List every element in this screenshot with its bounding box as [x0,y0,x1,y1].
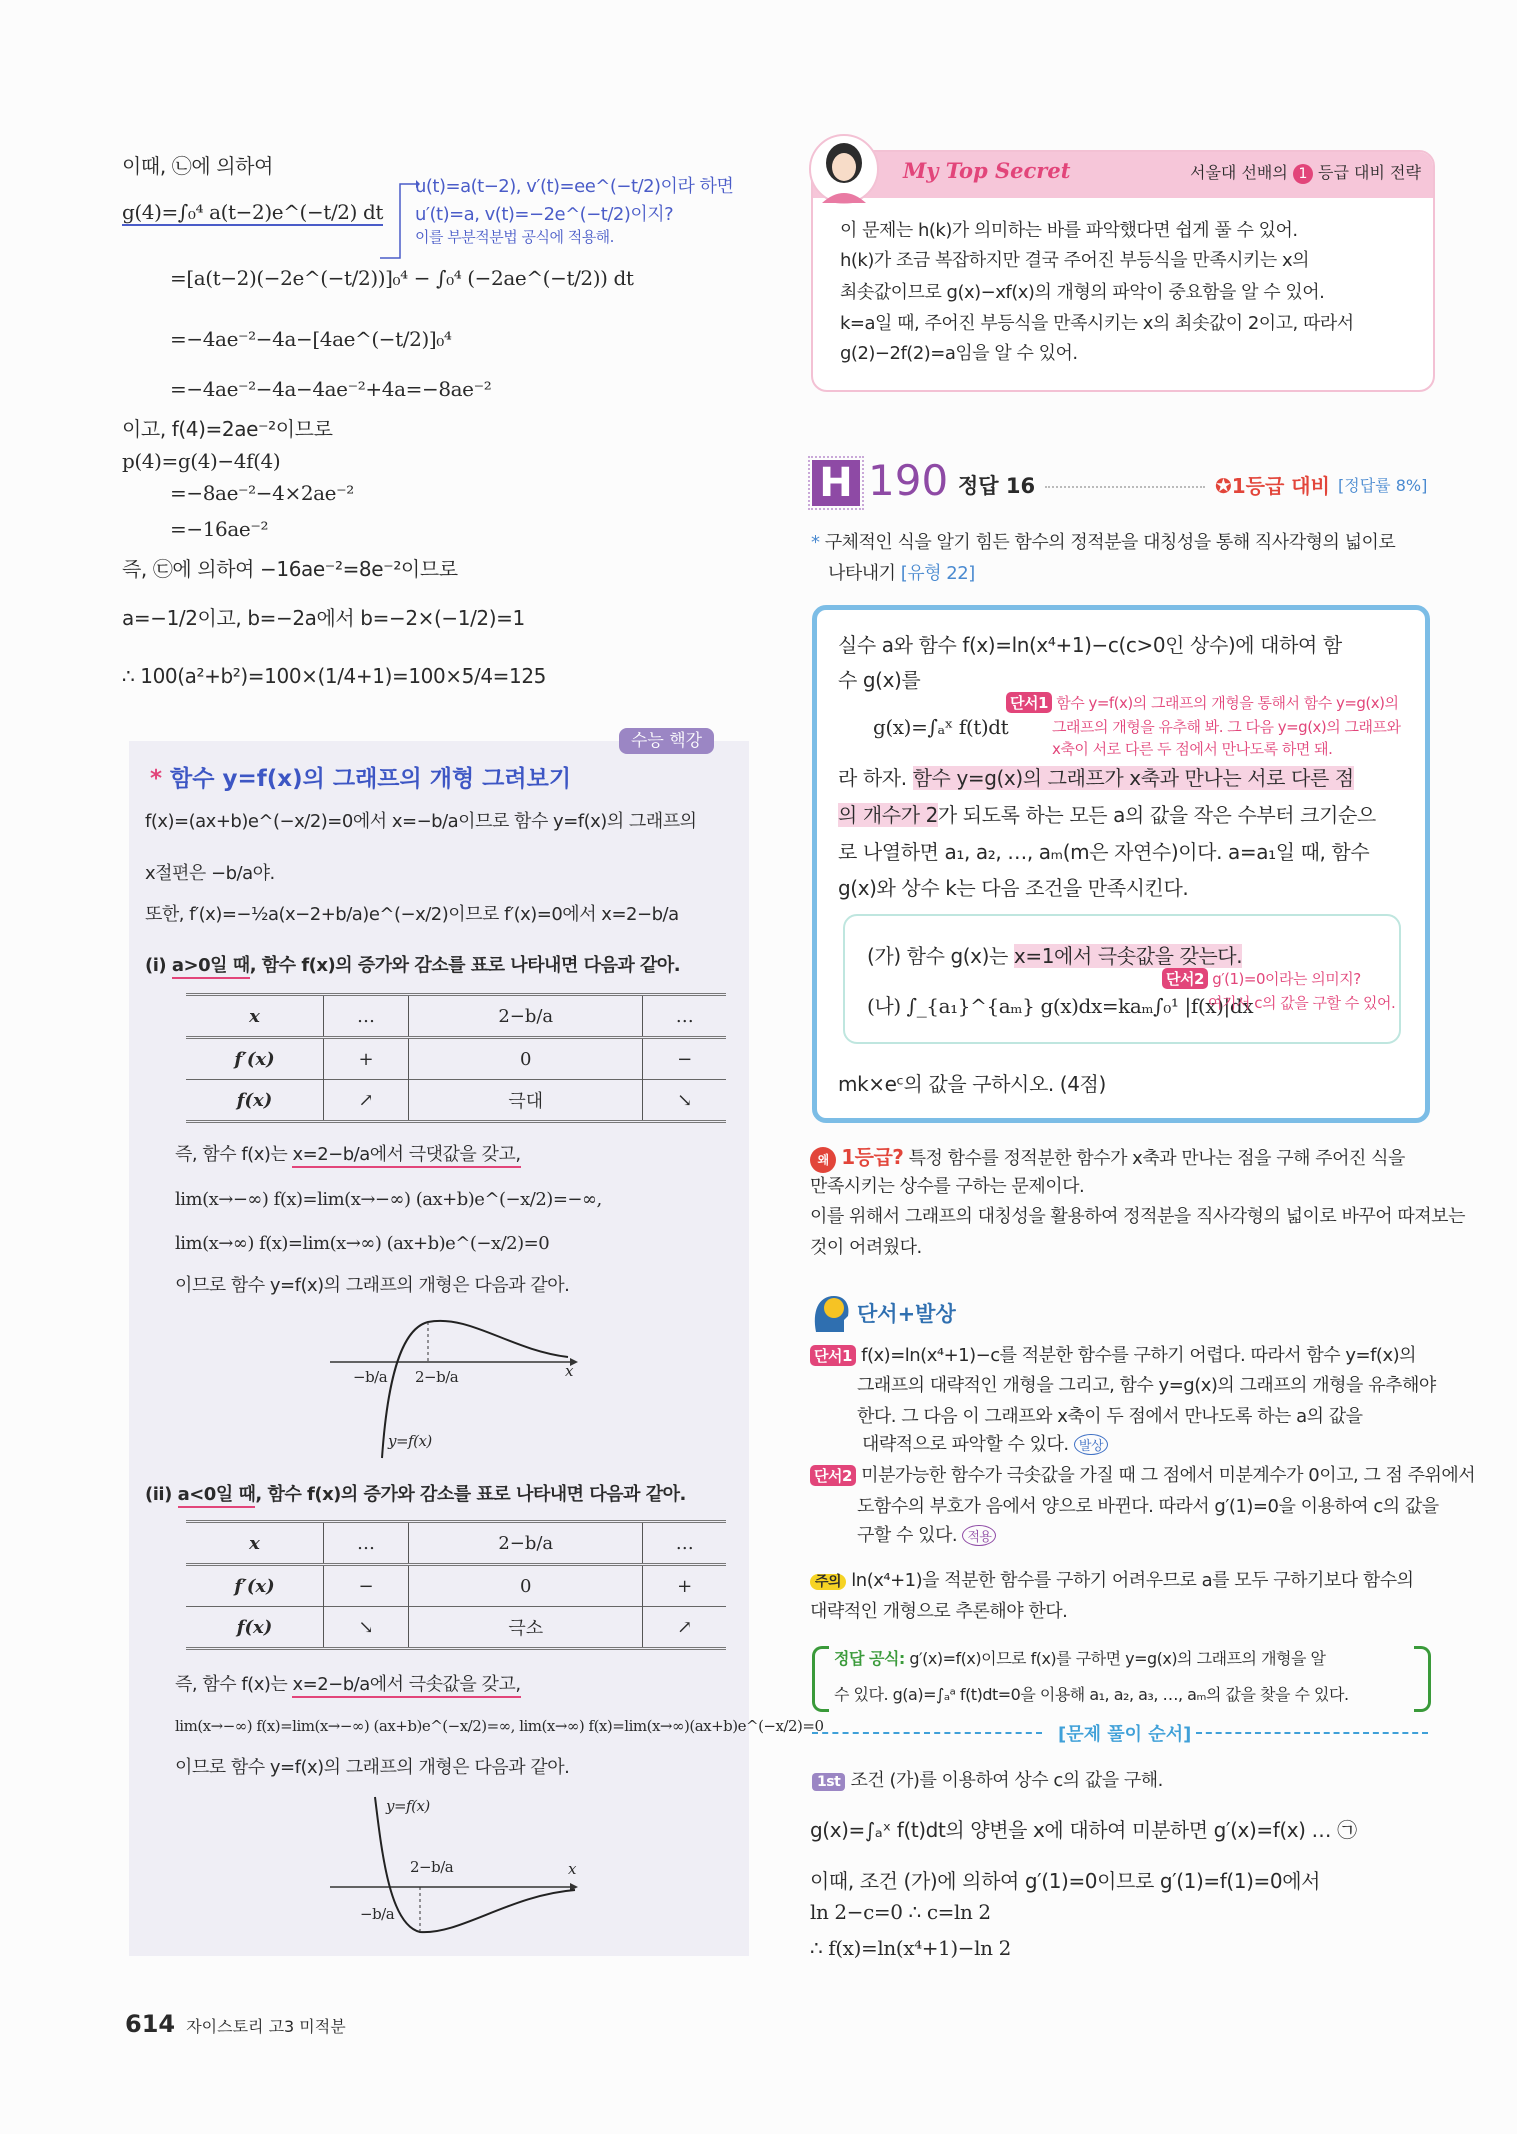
case-condition: a>0일 때 [172,955,250,979]
dotted-leader [1045,486,1205,488]
note-connector-arrow-icon [380,178,420,260]
bracket-right [1414,1646,1431,1712]
idea-text: 미분가능한 함수가 극솟값을 가질 때 그 점에서 미분계수가 0이고, 그 점 주위에서 [861,1465,1476,1486]
table-cell: 2−b/a [409,995,643,1038]
idea-text: f(x)=ln(x⁴+1)−c를 적분한 함수를 구하기 어렵다. 따라서 함수 y=f(x)의 [861,1345,1417,1366]
idea-text: 도함수의 부호가 음에서 양으로 바뀐다. 따라서 g′(1)=0을 이용하여 c의 값을 [857,1496,1439,1517]
curve [375,1797,575,1932]
table-cell: x [249,1005,260,1027]
text: (가) 함수 g(x)는 [867,944,1014,968]
table-cell: − [324,1565,409,1607]
solution-line: =−16ae⁻² [170,517,269,541]
case1-conclusion [175,1140,521,1166]
bracket-left [812,1646,829,1712]
hint1-text: 그래프의 개형을 유추해 봐. 그 다음 y=g(x)의 그래프와 [1052,718,1401,736]
table-cell: ↗ [324,1080,409,1122]
book-title: 자이스토리 고3 미적분 [186,2017,346,2036]
step-badge: 1st [812,1773,845,1791]
top-secret-title: My Top Secret [903,158,1071,183]
page-footer [125,2010,346,2038]
case2-conclusion [175,1670,521,1696]
hint-tag: 단서2 [810,1465,856,1486]
table-cell: ↘ [643,1080,726,1122]
table-cell: f′(x) [234,1048,275,1070]
hint-tag: 단서2 [1162,968,1208,989]
idea-line [810,1461,1475,1487]
secret-line: h(k)가 조금 복잡하지만 결국 주어진 부등식을 만족시키는 x의 [840,250,1310,271]
solution-line: ∴ 100(a²+b²)=100×(1/4+1)=100×5/4=125 [122,664,546,688]
caution-badge: 주의 [810,1574,846,1590]
table-cell: ↗ [643,1607,726,1649]
table-cell: ↘ [324,1607,409,1649]
hint1-annotation [1006,692,1399,713]
secret-line: g(2)−2f(2)=a임을 알 수 있어. [840,343,1078,364]
concept-line: x절편은 −b/a야. [145,863,275,884]
solution-line: 즉, ㉢에 의하여 −16ae⁻²=8e⁻²이므로 [122,557,458,581]
graph-label: y=f(x) [386,1797,430,1815]
limit-line: lim(x→∞) f(x)=lim(x→∞) (ax+b)e^(−x/2)=0 [175,1233,550,1254]
problem-type: [유형 22] [900,563,975,584]
dashed-divider [1196,1732,1428,1734]
table-cell: … [324,1522,409,1565]
table-cell: f(x) [236,1616,273,1638]
difficulty-letter: H [812,460,860,506]
underlined-text: x=2−b/a에서 극댓값을 갖고, [292,1144,520,1168]
subtitle-text: 구체적인 식을 알기 힘든 함수의 정적분을 대칭성을 통해 직사각형의 넓이로 [824,532,1396,553]
solution-line: 이때, ㉡에 의하여 [122,154,273,178]
case-text: , 함수 f(x)의 증가와 감소를 표로 나타내면 다음과 같아. [249,955,681,976]
solution-line: =−8ae⁻²−4×2ae⁻² [170,481,354,505]
why-text: 이를 위해서 그래프의 대칭성을 활용하여 정적분을 직사각형의 넓이로 바꾸어 따져보는 [810,1206,1465,1227]
why-badge: 왜 [810,1147,836,1173]
dashed-divider [812,1732,1042,1734]
text: 즉, 함수 f(x)는 [175,1144,293,1165]
caution-text: 대략적인 개형으로 추론해야 한다. [810,1601,1068,1622]
level-badge [1215,470,1330,499]
table-cell: − [643,1038,726,1080]
solution-line: =−4ae⁻²−4a−4ae⁻²+4a=−8ae⁻² [170,377,492,401]
hint-tag: 단서1 [1006,692,1052,713]
solution-line: a=−1/2이고, b=−2a에서 b=−2×(−1/2)=1 [122,606,525,630]
table-cell: 2−b/a [409,1522,643,1565]
problem-question: mk×eᶜ의 값을 구하시오. (4점) [838,1072,1106,1096]
problem-number: 190 [868,456,949,505]
table-cell: 0 [409,1038,643,1080]
text: 라 하자. [838,766,913,790]
solution-line: 이때, 조건 (가)에 의하여 g′(1)=0이므로 g′(1)=f(1)=0에서 [810,1869,1321,1893]
concept-line: 이므로 함수 y=f(x)의 그래프의 개형은 다음과 같아. [175,1275,570,1296]
tag-text: 서울대 선배의 [1190,163,1288,182]
table-cell: f(x) [236,1089,273,1111]
solution-line: g(x)=∫ₐˣ f(t)dt의 양변을 x에 대하여 미분하면 g′(x)=f(x) … ㉠ [810,1818,1357,1842]
page-number: 614 [125,2010,176,2038]
grade-number-badge: 1 [1293,164,1313,184]
step-heading [812,1766,1163,1792]
avatar [808,133,880,205]
formula-line [834,1646,1326,1669]
formula-text: 수 있다. g(a)=∫ₐᵃ f(t)dt=0을 이용해 a₁, a₂, a₃, …, aₘ의 값을 찾을 수 있다. [834,1685,1349,1704]
subtitle-text: 나타내기 [828,563,901,584]
variation-table-2 [186,1520,726,1650]
hint-text: 함수 y=f(x)의 그래프의 개형을 통해서 함수 y=g(x)의 [1056,694,1399,712]
case-text: , 함수 f(x)의 증가와 감소를 표로 나타내면 다음과 같아. [255,1484,686,1505]
idea-line [810,1341,1416,1367]
graph-label: 2−b/a [410,1858,454,1876]
concept-badge: 수능 핵강 [619,728,714,754]
idea-text: 한다. 그 다음 이 그래프와 x축이 두 점에서 만나도록 하는 a의 값을 [857,1406,1363,1427]
solution-line: =[a(t−2)(−2e^(−t/2))]₀⁴ − ∫₀⁴ (−2ae^(−t/2)) dt [170,266,634,290]
case1-heading [145,951,680,977]
table-cell: 극소 [409,1607,643,1649]
problem-line: 로 나열하면 a₁, a₂, …, aₘ(m은 자연수)이다. a=a₁일 때, 함수 [838,840,1370,864]
underlined-text: x=2−b/a에서 극솟값을 갖고, [292,1674,520,1698]
correct-rate: [정답률 8%] [1338,476,1428,495]
problem-line [838,762,1354,791]
text: 즉, 함수 f(x)는 [175,1674,293,1695]
secret-line: 이 문제는 h(k)가 의미하는 바를 파악했다면 쉽게 풀 수 있어. [840,220,1298,241]
concept-title [150,760,571,793]
star-icon: * [150,766,163,792]
case2-heading [145,1480,686,1506]
idea-badge: 적용 [962,1525,996,1546]
text: 가 되도록 하는 모든 a의 값을 작은 수부터 크기순으 [937,803,1376,827]
secret-line: k=a일 때, 주어진 부등식을 만족시키는 x의 최솟값이 2이고, 따라서 [840,313,1354,334]
table-cell: … [324,995,409,1038]
caution-line [810,1566,1414,1592]
hint2-text: 여기서 c의 값을 구할 수 있어. [1208,994,1396,1012]
limit-line: lim(x→−∞) f(x)=lim(x→−∞) (ax+b)e^(−x/2)=−∞, [175,1189,602,1210]
solution-line: ln 2−c=0 ∴ c=ln 2 [810,1900,991,1924]
graph-label: −b/a [353,1368,388,1386]
top-secret-tag [1190,160,1421,184]
graph-label: 2−b/a [415,1368,459,1386]
table-cell: + [643,1565,726,1607]
note-line: u′(t)=a, v(t)=−2e^(−t/2)이지? [415,204,674,225]
case-prefix: (ii) [145,1484,178,1505]
lightbulb-head-icon [810,1292,850,1336]
why-line [810,1141,1405,1173]
problem-line [838,799,1376,828]
idea-text: 대략적으로 파악할 수 있다. [862,1434,1074,1455]
star-icon: ✪ [1215,474,1232,498]
case-prefix: (i) [145,955,172,976]
concept-title-text: 함수 y=f(x)의 그래프의 개형 그려보기 [170,766,572,792]
why-text: 것이 어려웠다. [810,1237,922,1258]
table-cell: 0 [409,1565,643,1607]
idea-line [862,1430,1108,1456]
concept-line: f(x)=(ax+b)e^(−x/2)=0에서 x=−b/a이므로 함수 y=f(x)의 그래프의 [145,811,697,832]
problem-subtitle [828,559,975,585]
case-condition: a<0일 때 [178,1484,256,1508]
problem-line: 실수 a와 함수 f(x)=ln(x⁴+1)−c(c>0인 상수)에 대하여 함 [838,633,1342,657]
why-text: 만족시키는 상수를 구하는 문제이다. [810,1176,1085,1197]
caution-text: ln(x⁴+1)을 적분한 함수를 구하기 어려우므로 a를 모두 구하기보다 함수의 [851,1570,1414,1591]
problem-line: 수 g(x)를 [838,668,921,692]
idea-title: 단서+발상 [857,1302,956,1326]
idea-text: 그래프의 대략적인 개형을 그리고, 함수 y=g(x)의 그래프의 개형을 유추해야 [857,1375,1436,1396]
formula-label: 정답 공식: [834,1649,905,1668]
note-line: u(t)=a(t−2), v′(t)=ee^(−t/2)이라 하면 [415,176,734,197]
idea-line [857,1521,996,1547]
solution-line: ∴ f(x)=ln(x⁴+1)−ln 2 [810,1936,1011,1960]
graph-label: y=f(x) [388,1432,432,1450]
solution-order-title: [문제 풀이 순서] [1058,1724,1192,1745]
hint-tag: 단서1 [810,1345,856,1366]
highlighted-text: x=1에서 극솟값을 갖는다. [1013,944,1243,968]
table-cell: … [643,995,726,1038]
table-cell: x [249,1532,260,1554]
problem-line: g(x)와 상수 k는 다음 조건을 만족시킨다. [838,876,1189,900]
solution-line: 이고, f(4)=2ae⁻²이므로 [122,417,333,441]
solution-line: p(4)=g(4)−4f(4) [122,449,281,473]
problem-subtitle: * 구체적인 식을 알기 힘든 함수의 정적분을 대칭성을 통해 직사각형의 넓이로 [811,532,1396,553]
idea-badge: 발상 [1074,1434,1108,1455]
condition-b: (나) ∫_{a₁}^{aₘ} g(x)dx=kaₘ∫₀¹ |f(x)|dx [867,994,1254,1018]
hint2-annotation [1162,968,1361,989]
note-line: 이를 부분적분법 공식에 적용해. [415,228,614,246]
table-cell: f′(x) [234,1575,275,1597]
tag-text: 등급 대비 전략 [1318,163,1421,182]
limit-line: lim(x→−∞) f(x)=lim(x→−∞) (ax+b)e^(−x/2)=∞, lim(x→∞) f(x)=lim(x→∞)(ax+b)e^(−x/2)=0 [175,1717,824,1735]
step-title: 조건 (가)를 이용하여 상수 c의 값을 구해. [850,1770,1163,1791]
table-cell: 극대 [409,1080,643,1122]
highlighted-text: 함수 y=g(x)의 그래프가 x축과 만나는 서로 다른 점 [912,766,1354,790]
graph-label: −b/a [360,1905,395,1923]
answer-label: 정답 16 [958,474,1036,498]
hint-text: g′(1)=0이라는 의미지? [1212,970,1361,988]
formula-text: g′(x)=f(x)이므로 f(x)를 구하면 y=g(x)의 그래프의 개형을 알 [904,1649,1326,1668]
highlighted-text: 의 개수가 2 [838,803,938,827]
level-text: 1등급 대비 [1231,474,1330,498]
graph-label: x [565,1362,573,1380]
solution-line: g(4)=∫₀⁴ a(t−2)e^(−t/2) dt [122,200,384,224]
table-cell: … [643,1522,726,1565]
condition-a [867,940,1242,969]
concept-line: 이므로 함수 y=f(x)의 그래프의 개형은 다음과 같아. [175,1757,570,1778]
why-text: 특정 함수를 정적분한 함수가 x축과 만나는 점을 구해 주어진 식을 [908,1148,1405,1169]
solution-line: =−4ae⁻²−4a−[4ae^(−t/2)]₀⁴ [170,327,452,351]
hint1-text: x축이 서로 다른 두 점에서 만나도록 하면 돼. [1052,740,1333,758]
concept-line: 또한, f′(x)=−½a(x−2+b/a)e^(−x/2)이므로 f′(x)=0에서 x=2−b/a [145,904,679,925]
variation-table-1 [186,993,726,1123]
graph-label: x [568,1860,576,1878]
idea-text: 구할 수 있다. [857,1525,963,1546]
why-title: 1등급? [841,1145,904,1169]
table-cell: + [324,1038,409,1080]
secret-line: 최솟값이므로 g(x)−xf(x)의 개형의 파악이 중요함을 알 수 있어. [840,282,1325,303]
problem-equation: g(x)=∫ₐˣ f(t)dt [873,715,1009,739]
